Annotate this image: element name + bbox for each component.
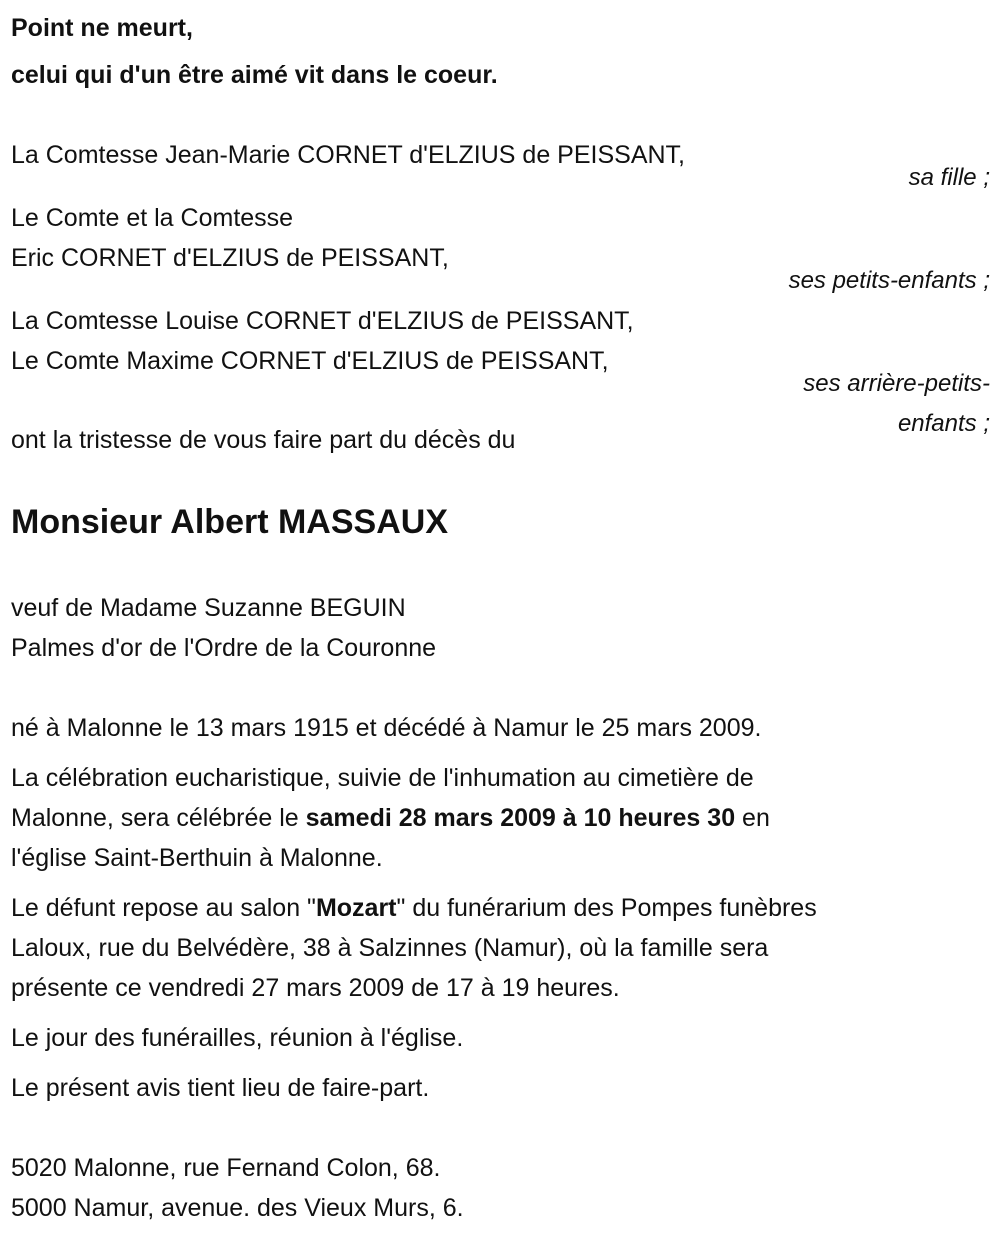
ceremony-line-2 bbox=[11, 804, 770, 832]
role-greatgrandchildren-2: enfants ; bbox=[897, 410, 990, 437]
announcement: ont la tristesse de vous faire part du décès du bbox=[11, 426, 516, 454]
role-grandchildren: ses petits-enfants ; bbox=[788, 267, 990, 294]
ceremony-line-3: l'église Saint-Berthuin à Malonne. bbox=[11, 844, 383, 872]
ceremony-line-1: La célébration eucharistique, suivie de l'inhumation au cimetière de bbox=[11, 764, 754, 792]
meeting-line: Le jour des funérailles, réunion à l'église. bbox=[11, 1024, 464, 1052]
family-daughter: La Comtesse Jean-Marie CORNET d'ELZIUS de PEISSANT, bbox=[11, 141, 685, 169]
role-greatgrandchildren-1: ses arrière-petits- bbox=[803, 370, 990, 397]
epigraph-line-2: celui qui d'un être aimé vit dans le coeur. bbox=[11, 61, 498, 89]
family-greatgrandchild-1: La Comtesse Louise CORNET d'ELZIUS de PEISSANT, bbox=[11, 307, 634, 335]
notice-line: Le présent avis tient lieu de faire-part. bbox=[11, 1074, 430, 1102]
birth-death: né à Malonne le 13 mars 1915 et décédé à Namur le 25 mars 2009. bbox=[11, 714, 762, 742]
widower-line: veuf de Madame Suzanne BEGUIN bbox=[11, 594, 406, 622]
epigraph-line-1: Point ne meurt, bbox=[11, 14, 193, 42]
family-grandchildren-1: Le Comte et la Comtesse bbox=[11, 204, 294, 232]
rest-line-3: présente ce vendredi 27 mars 2009 de 17 à 19 heures. bbox=[11, 974, 620, 1002]
ceremony-text: Malonne, sera célébrée le bbox=[11, 804, 306, 832]
address-1: 5020 Malonne, rue Fernand Colon, 68. bbox=[11, 1154, 441, 1182]
deceased-name: Monsieur Albert MASSAUX bbox=[11, 503, 449, 541]
rest-line-2: Laloux, rue du Belvédère, 38 à Salzinnes (Namur), où la famille sera bbox=[11, 934, 769, 962]
salon-name: Mozart bbox=[315, 894, 397, 922]
address-2: 5000 Namur, avenue. des Vieux Murs, 6. bbox=[11, 1194, 464, 1222]
ceremony-datetime: samedi 28 mars 2009 à 10 heures 30 bbox=[305, 804, 736, 832]
family-greatgrandchild-2: Le Comte Maxime CORNET d'ELZIUS de PEISSANT, bbox=[11, 347, 609, 375]
rest-text: Le défunt repose au salon " bbox=[11, 894, 316, 922]
rest-text-end: " du funérarium des Pompes funèbres bbox=[396, 894, 817, 922]
honor-line: Palmes d'or de l'Ordre de la Couronne bbox=[11, 634, 437, 662]
role-daughter: sa fille ; bbox=[908, 164, 990, 191]
family-grandchildren-2: Eric CORNET d'ELZIUS de PEISSANT, bbox=[11, 244, 449, 272]
ceremony-text-end: en bbox=[735, 804, 770, 832]
rest-line-1 bbox=[11, 894, 817, 922]
